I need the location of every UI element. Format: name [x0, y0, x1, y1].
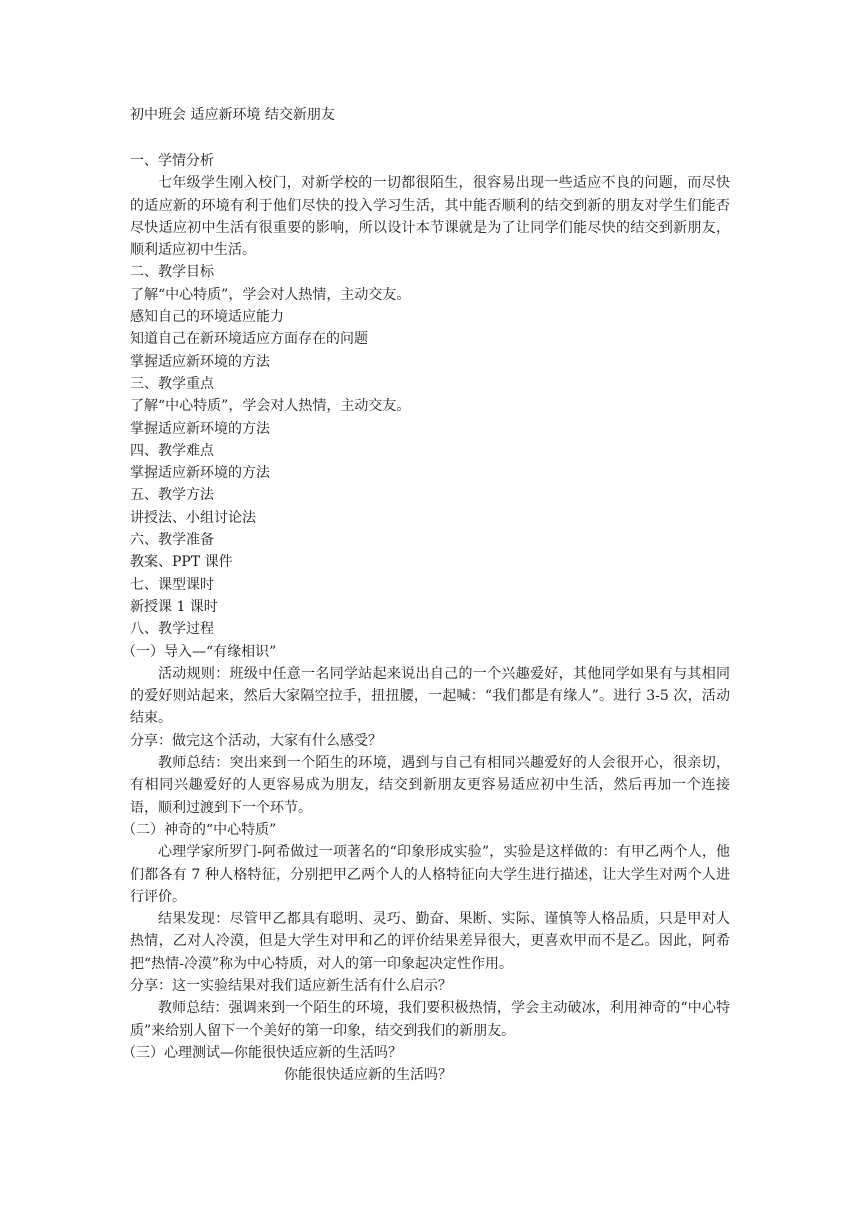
- section-heading-key-points: 三、教学重点: [130, 375, 214, 392]
- goal-item: 了解“中心特质”，学会对人热情，主动交友。: [130, 286, 411, 303]
- section-heading-preparation: 六、教学准备: [130, 532, 214, 549]
- process-part3-title: （三）心理测试—你能很快适应新的生活吗？: [122, 1044, 402, 1061]
- section-heading-analysis: 一、学情分析: [130, 153, 214, 169]
- experiment-paragraph: 心理学家所罗门-阿希做过一项著名的“印象形成实验”，实验是这样做的：有甲乙两个人，他们都各有 7 种人格特征，分别把甲乙两个人的人格特征向大学生进行描述，让大学生对两个人进行评价。: [130, 844, 730, 905]
- key-point-item: 了解“中心特质”，学会对人热情，主动交友。: [130, 398, 411, 415]
- document-title: 初中班会 适应新环境 结交新朋友: [130, 107, 335, 123]
- preparation-item: 教案、PPT 课件: [130, 554, 233, 571]
- document-body: [122, 104, 730, 1086]
- difficulty-item: 掌握适应新环境的方法: [130, 465, 270, 482]
- teacher-summary-paragraph: 教师总结：强调来到一个陌生的环境，我们要积极热情，学会主动破冰，利用神奇的“中心特质”来给别人留下一个美好的第一印象，结交到我们的新朋友。: [130, 1000, 730, 1039]
- section-heading-methods: 五、教学方法: [130, 487, 214, 504]
- section-heading-difficulties: 四、教学难点: [130, 442, 214, 459]
- analysis-paragraph: 七年级学生刚入校门，对新学校的一切都很陌生，很容易出现一些适应不良的问题，而尽快的适应新的环境有利于他们尽快的投入学习生活，其中能否顺利的结交到新的朋友对学生们能否尽快适应初中生活有很重要的影响，所以设计本节课就是为了让同学们能尽快的结交到新朋友，顺利适应初中生活。: [130, 175, 730, 259]
- share-question: 分享：做完这个活动，大家有什么感受？: [130, 732, 382, 749]
- goal-item: 知道自己在新环境适应方面存在的问题: [130, 331, 368, 348]
- test-title: 你能很快适应新的生活吗？: [284, 1067, 452, 1084]
- teacher-summary-paragraph: 教师总结：突出来到一个陌生的环境，遇到与自己有相同兴趣爱好的人会很开心，很亲切，有相同兴趣爱好的人更容易成为朋友，结交到新朋友更容易适应初中生活，然后再加一个连接语，顺利过渡到下一个环节。: [130, 755, 730, 816]
- lesson-type-item: 新授课 1 课时: [130, 598, 218, 615]
- goal-item: 感知自己的环境适应能力: [130, 309, 284, 326]
- goal-item: 掌握适应新环境的方法: [130, 353, 270, 370]
- result-paragraph: 结果发现：尽管甲乙都具有聪明、灵巧、勤奋、果断、实际、谨慎等人格品质，只是甲对人热情，乙对人冷漠，但是大学生对甲和乙的评价结果差异很大，更喜欢甲而不是乙。因此，阿希把“热情-冷漠”称为中心特质，对人的第一印象起决定性作用。: [130, 911, 730, 972]
- section-heading-process: 八、教学过程: [130, 621, 214, 638]
- key-point-item: 掌握适应新环境的方法: [130, 420, 270, 437]
- process-part1-title: （一）导入—“有缘相识”: [122, 643, 277, 660]
- activity-rules-paragraph: 活动规则：班级中任意一名同学站起来说出自己的一个兴趣爱好，其他同学如果有与其相同的爱好则站起来，然后大家隔空拉手，扭扭腰，一起喊：“我们都是有缘人”。进行 3-5 次，活动结束。: [130, 665, 730, 727]
- share-question: 分享：这一实验结果对我们适应新生活有什么启示？: [130, 977, 452, 994]
- process-part2-title: （二）神奇的“中心特质”: [122, 821, 277, 838]
- section-heading-goals: 二、教学目标: [130, 264, 214, 281]
- section-heading-lesson-type: 七、课型课时: [130, 576, 214, 593]
- method-item: 讲授法、小组讨论法: [130, 509, 256, 526]
